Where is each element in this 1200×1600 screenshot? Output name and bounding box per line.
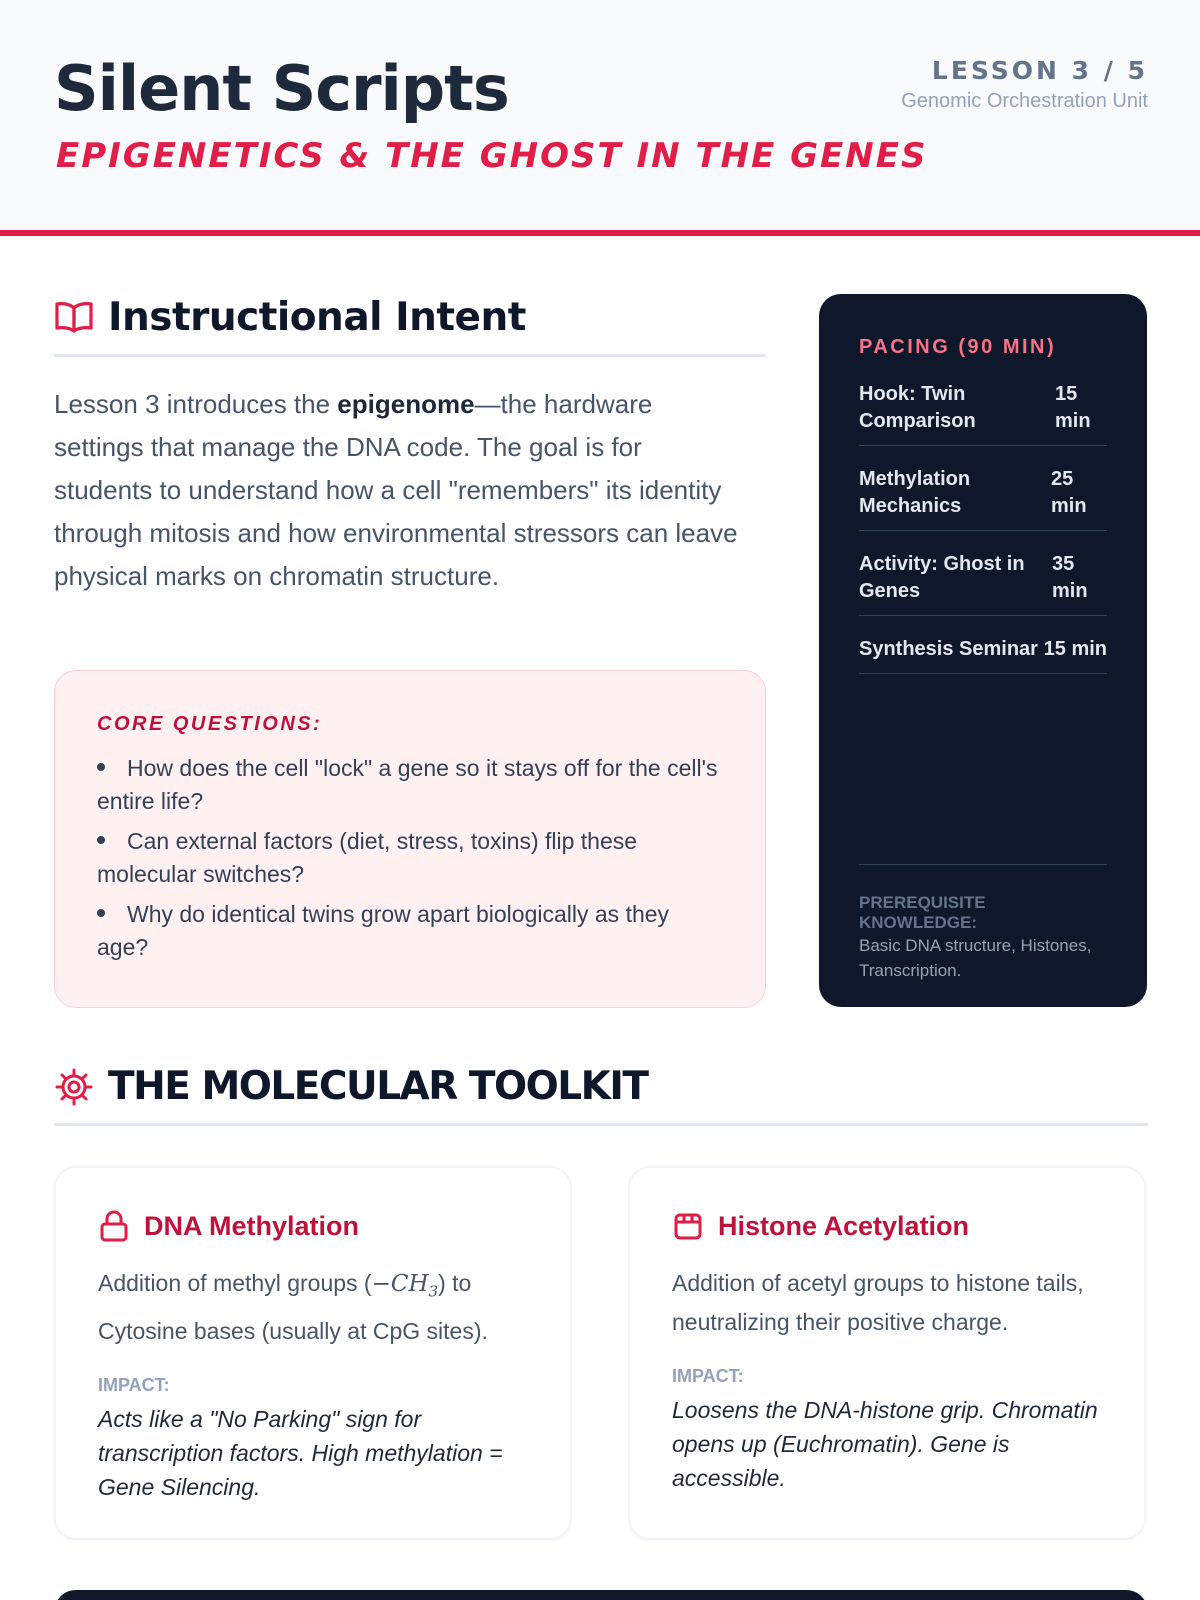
prerequisite-label: PREREQUISITE KNOWLEDGE: xyxy=(859,893,986,932)
core-questions-list xyxy=(97,752,723,964)
pacing-activity: Activity: Ghost in Genes xyxy=(859,553,1025,602)
description-text: Addition of methyl groups ( xyxy=(98,1270,372,1296)
pacing-title: PACING (90 MIN) xyxy=(859,336,1057,358)
description-text: ) to Cytosine bases (usually at CpG sites). xyxy=(98,1270,488,1344)
methylation-card xyxy=(54,1166,572,1540)
card-title: DNA Methylation xyxy=(144,1210,359,1241)
prerequisite-text: Basic DNA structure, Histones, Transcription. xyxy=(859,936,1092,980)
pacing-panel xyxy=(819,294,1147,1007)
intent-text-end: —the hardware settings that manage the DNA code. The goal is for students to understand how a cell "remembers" its identity through mitosis and how environmental stressors can leave physical marks on chromatin structure. xyxy=(54,389,738,591)
impact-text: Acts like a "No Parking" sign for transcription factors. High methylation = Gene Silencing. xyxy=(98,1405,503,1500)
gear-icon xyxy=(54,1067,94,1107)
lesson-number: LESSON 3 / 5 xyxy=(931,56,1148,85)
core-questions-title: CORE QUESTIONS: xyxy=(97,713,323,735)
pacing-row xyxy=(859,458,1107,531)
lock-icon xyxy=(98,1210,130,1242)
intent-section-header xyxy=(54,294,766,357)
intent-text-bold: epigenome xyxy=(337,389,475,419)
card-title: Histone Acetylation xyxy=(718,1210,970,1241)
pacing-time: 15 min xyxy=(1055,383,1091,432)
lesson-info xyxy=(901,56,1148,113)
pacing-row xyxy=(859,543,1107,616)
question-text: Can external factors (diet, stress, toxins) flip these molecular switches? xyxy=(97,828,638,887)
question-text: How does the cell "lock" a gene so it stays off for the cell's entire life? xyxy=(97,755,718,814)
methyl-formula xyxy=(371,1271,439,1301)
toolkit-section-header xyxy=(54,1064,1148,1126)
page-title: Silent Scripts xyxy=(54,52,509,125)
impact-text: Loosens the DNA-histone grip. Chromatin opens up (Euchromatin). Gene is accessible. xyxy=(672,1397,1098,1491)
list-item xyxy=(97,752,723,818)
pacing-activity: Synthesis Seminar xyxy=(859,638,1038,660)
pacing-time: 15 min xyxy=(1043,638,1107,660)
formula-text: −CH xyxy=(371,1271,429,1297)
pacing-activity: Methylation Mechanics xyxy=(859,468,971,517)
pacing-activity: Hook: Twin Comparison xyxy=(859,383,976,432)
card-header xyxy=(98,1210,528,1242)
core-questions-box xyxy=(54,670,766,1008)
acetylation-card xyxy=(628,1166,1146,1540)
pacing-row xyxy=(859,628,1107,674)
question-text: Why do identical twins grow apart biologically as they age? xyxy=(97,901,670,960)
pacing-row xyxy=(859,373,1107,446)
page-subtitle: EPIGENETICS & THE GHOST IN THE GENES xyxy=(56,136,928,176)
box-icon xyxy=(672,1210,704,1242)
list-item xyxy=(97,825,723,891)
unit-name: Genomic Orchestration Unit xyxy=(901,90,1148,112)
pacing-time: 35 min xyxy=(1052,553,1088,602)
card-description: Addition of acetyl groups to histone tails, neutralizing their positive charge. xyxy=(672,1270,1084,1335)
card-description xyxy=(98,1264,528,1351)
intent-paragraph xyxy=(54,383,744,598)
impact-label: IMPACT: xyxy=(98,1374,170,1395)
next-section-edge xyxy=(54,1590,1148,1600)
intent-heading: Instructional Intent xyxy=(108,294,526,340)
card-header xyxy=(672,1210,1102,1242)
impact-label: IMPACT: xyxy=(672,1366,744,1386)
pacing-time: 25 min xyxy=(1051,468,1087,517)
prerequisite-block xyxy=(859,864,1107,983)
book-icon xyxy=(54,297,94,337)
intent-text-start: Lesson 3 introduces the xyxy=(54,389,338,419)
toolkit-heading: THE MOLECULAR TOOLKIT xyxy=(108,1064,648,1109)
lesson-header xyxy=(0,0,1200,236)
formula-subscript: 3 xyxy=(428,1282,439,1301)
list-item xyxy=(97,898,723,964)
